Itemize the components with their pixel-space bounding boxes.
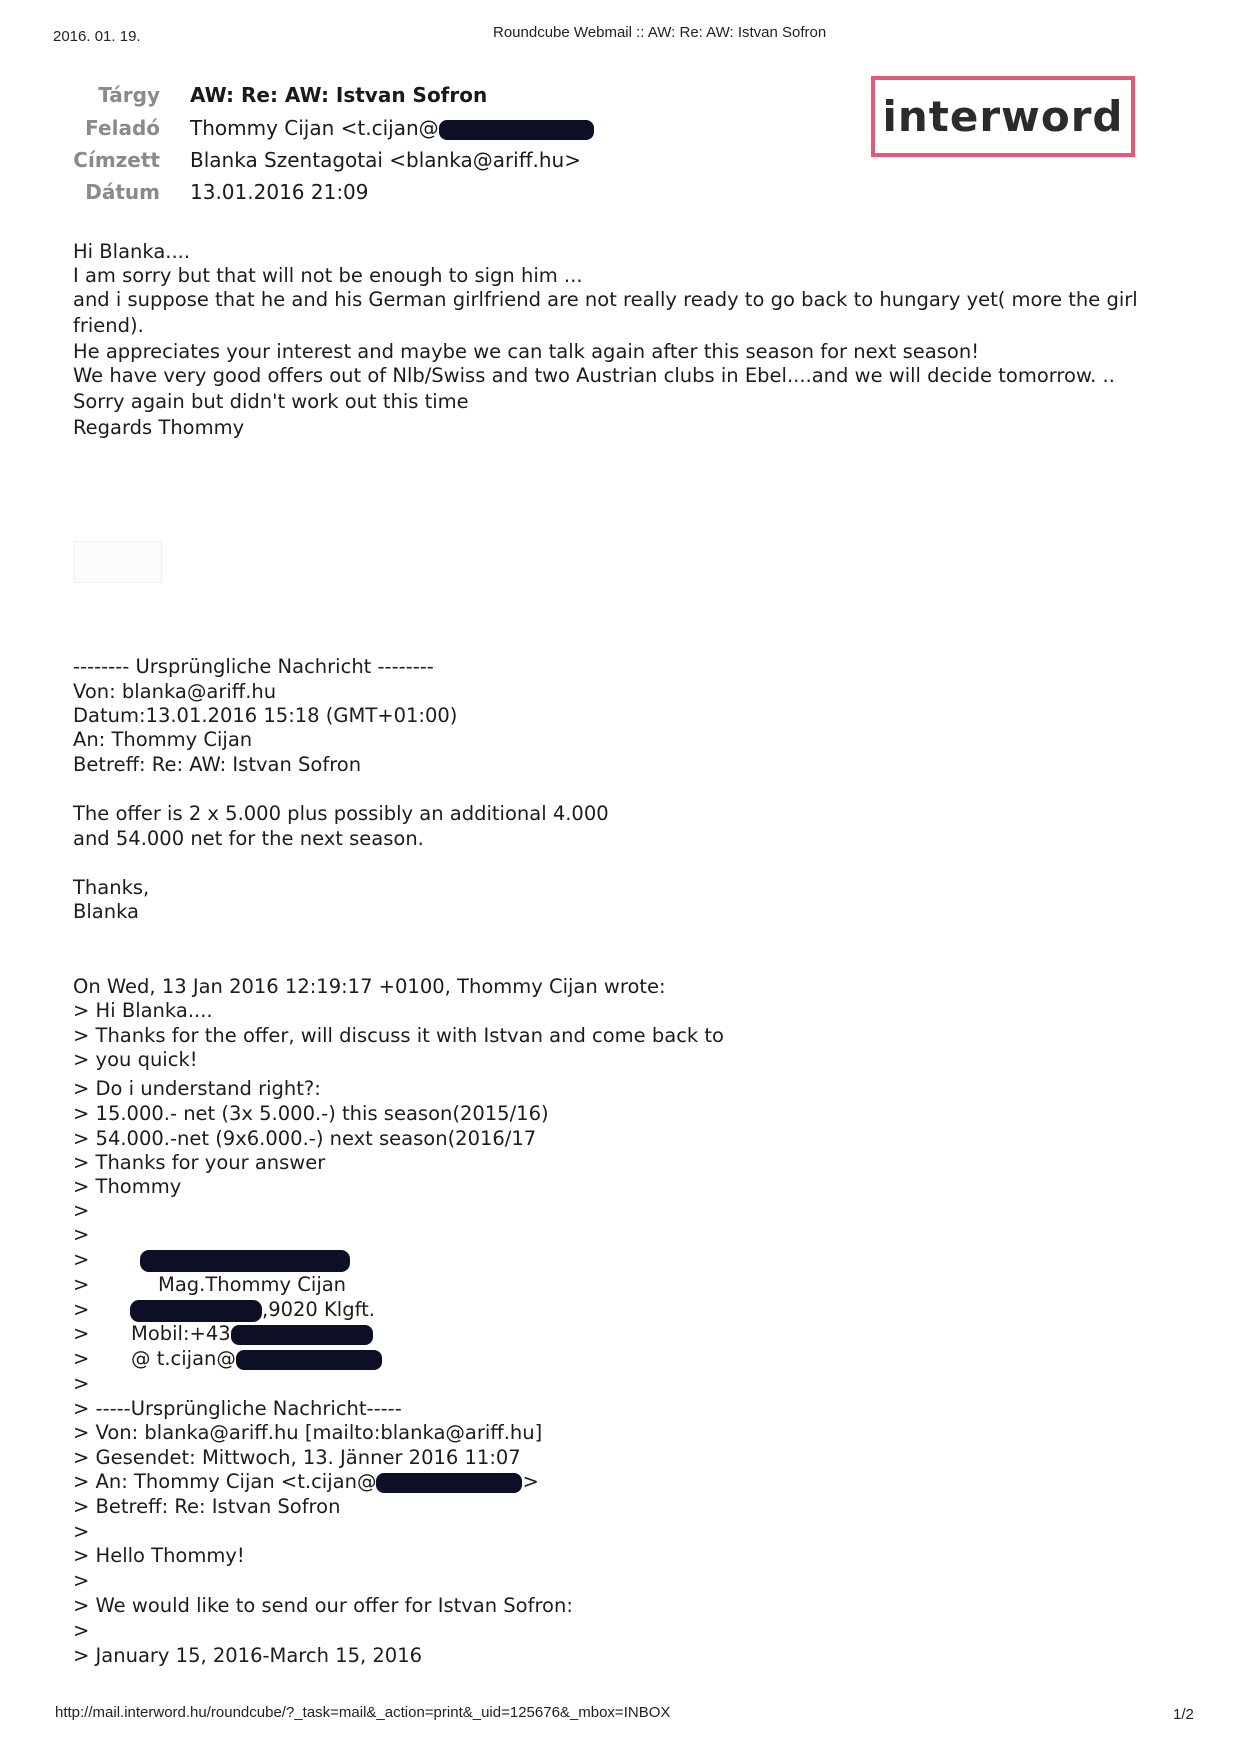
email-text: @ t.cijan@ [131,1347,236,1370]
from-text: Thommy Cijan <t.cijan@ [190,116,439,140]
orig-to-suffix: > [522,1470,539,1493]
interword-logo [871,76,1135,157]
signature-address: ,9020 Klgft. [262,1298,375,1321]
quote-marker: > [73,1569,90,1592]
quote-marker: > [73,1372,90,1395]
date-value: 13.01.2016 21:09 [190,180,369,204]
quote-line: > [73,1199,90,1222]
body-line: friend). [73,314,144,337]
offer-line: The offer is 2 x 5.000 plus possibly an additional 4.000 [73,802,609,825]
body-line: and i suppose that he and his German girlfriend are not really ready to go back to hungary yet( more the girl [73,288,1138,311]
quote-line: > 54.000.-net (9x6.000.-) next season(2016/17 [73,1127,537,1150]
signature-email [131,1347,382,1371]
redaction-mark [140,1250,350,1272]
redaction-mark [130,1300,262,1322]
orig-subject: > Betreff: Re: Istvan Sofron [73,1495,341,1518]
quote-line: > Thanks for the offer, will discuss it with Istvan and come back to [73,1024,724,1047]
logo-text: interword [882,92,1124,141]
quoted-from: Von: blanka@ariff.hu [73,680,277,703]
quote-marker: > [73,1273,90,1296]
signature-mobile [131,1322,373,1346]
orig-intro: > We would like to send our offer for Istvan Sofron: [73,1594,573,1617]
quote-line: > Thommy [73,1175,182,1198]
body-line: Regards Thommy [73,416,245,439]
orig-from: > Von: blanka@ariff.hu [mailto:blanka@ariff.hu] [73,1421,543,1444]
page-number: 1/2 [1173,1706,1194,1723]
quoted-separator: -------- Ursprüngliche Nachricht -------- [73,655,434,678]
offer-signoff: Blanka [73,900,140,923]
quote-line: > Thanks for your answer [73,1151,326,1174]
subject-value: AW: Re: AW: Istvan Sofron [190,83,488,107]
offer-thanks: Thanks, [73,876,150,899]
body-line: Hi Blanka.... [73,240,191,263]
orig-sent: > Gesendet: Mittwoch, 13. Jänner 2016 11:07 [73,1446,521,1469]
wrote-line: On Wed, 13 Jan 2016 12:19:17 +0100, Thommy Cijan wrote: [73,975,666,998]
orig-greeting: > Hello Thommy! [73,1544,245,1567]
date-label: Dátum [85,180,160,204]
quote-marker: > [73,1298,90,1321]
orig-to-text: > An: Thommy Cijan <t.cijan@ [73,1470,377,1493]
quoted-date: Datum:13.01.2016 15:18 (GMT+01:00) [73,704,458,727]
print-title: Roundcube Webmail :: AW: Re: AW: Istvan Sofron [493,24,827,41]
orig-separator: > -----Ursprüngliche Nachricht----- [73,1397,402,1420]
redaction-mark [439,120,594,140]
quote-marker: > [73,1248,90,1271]
signature-name: Mag.Thommy Cijan [158,1273,347,1296]
to-value: Blanka Szentagotai <blanka@ariff.hu> [190,148,581,172]
quote-marker: > [73,1322,90,1345]
body-line: I am sorry but that will not be enough to sign him ... [73,264,583,287]
mobile-text: Mobil:+43 [131,1322,231,1345]
body-line: Sorry again but didn't work out this time [73,390,469,413]
print-url: http://mail.interword.hu/roundcube/?_task=mail&_action=print&_uid=125676&_mbox=INBOX [55,1704,671,1721]
quote-line: > Do i understand right?: [73,1077,321,1100]
quote-line: > Hi Blanka.... [73,999,213,1022]
orig-period: > January 15, 2016-March 15, 2016 [73,1644,423,1667]
offer-line: and 54.000 net for the next season. [73,827,424,850]
redaction-mark [236,1350,382,1370]
print-date: 2016. 01. 19. [53,28,141,45]
quote-line: > 15.000.- net (3x 5.000.-) this season(2015/16) [73,1102,549,1125]
quoted-subject: Betreff: Re: AW: Istvan Sofron [73,753,362,776]
orig-to [73,1470,539,1494]
to-label: Címzett [73,148,160,172]
from-label: Feladó [85,116,160,140]
body-line: He appreciates your interest and maybe we can talk again after this season for next season! [73,340,980,363]
quoted-to: An: Thommy Cijan [73,728,253,751]
quote-marker: > [73,1619,90,1642]
quote-line: > [73,1223,90,1246]
quote-marker: > [73,1520,90,1543]
redaction-mark [376,1473,522,1493]
subject-label: Tárgy [98,83,160,107]
quote-marker: > [73,1347,90,1370]
from-value [190,114,594,142]
image-placeholder [74,541,162,583]
quote-line: > you quick! [73,1048,198,1071]
body-line: We have very good offers out of Nlb/Swiss and two Austrian clubs in Ebel....and we will decide tomorrow. .. [73,364,1115,387]
redaction-mark [231,1325,373,1345]
